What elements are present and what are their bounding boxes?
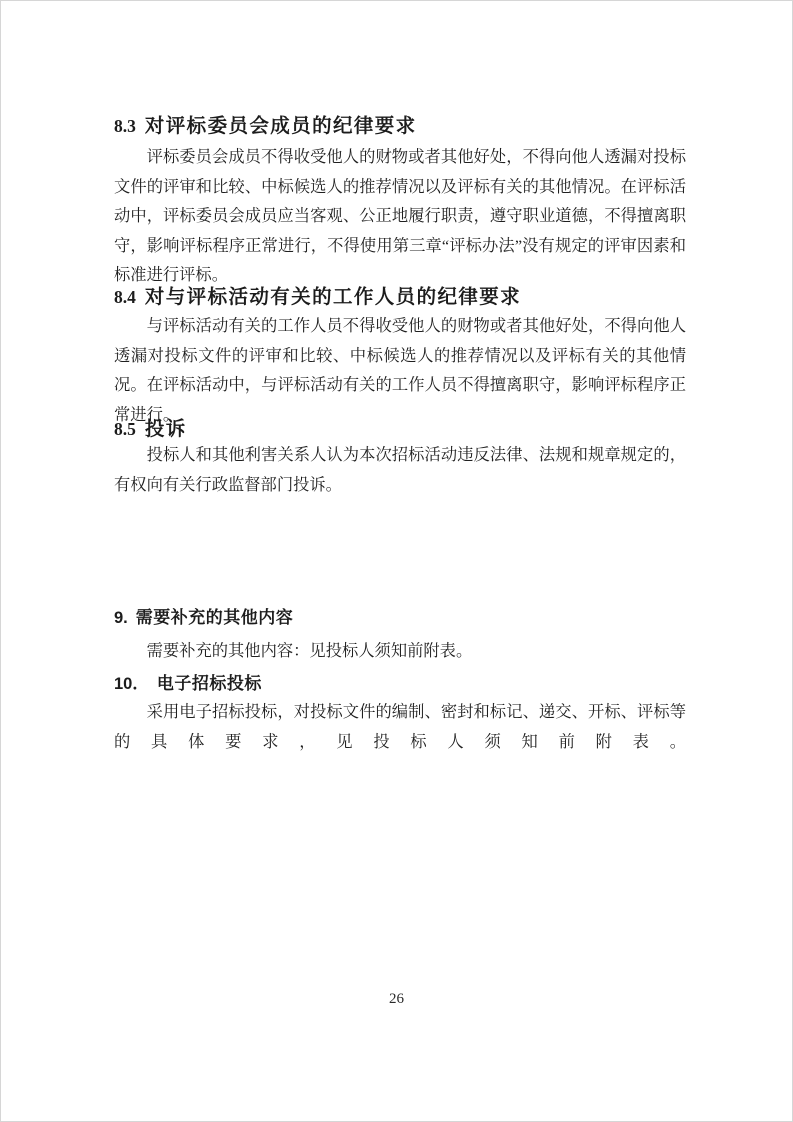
section-8-5-title: 投诉 [144, 418, 187, 440]
section-9-paragraph: 需要补充的其他内容：见投标人须知前附表。 [146, 641, 473, 660]
section-9-number: 9. [114, 609, 128, 627]
section-10-number: 10． [114, 675, 149, 693]
section-9-heading [114, 609, 734, 627]
section-8-3-title: 对评标委员会成员的纪律要求 [144, 115, 417, 137]
section-8-3-number: 8.3 [114, 116, 136, 136]
section-8-4-paragraph: 与评标活动有关的工作人员不得收受他人的财物或者其他好处，不得向他人透漏对投标文件的评审和比较、中标候选人的推荐情况以及评标有关的其他情况。在评标活动中，与评标活动有关的工作人员不得擅离职守，影响评标程序正常进行。 [114, 316, 686, 424]
section-8-4-heading [114, 288, 734, 308]
section-8-3-heading [114, 117, 734, 137]
section-8-4-title: 对与评标活动有关的工作人员的纪律要求 [144, 286, 522, 308]
section-8-4-number: 8.4 [114, 287, 136, 307]
section-10-title: 电子招标投标 [156, 674, 262, 693]
section-8-5-number: 8.5 [114, 419, 136, 439]
section-10-paragraph: 采用电子招标投标，对投标文件的编制、密封和标记、递交、开标、评标等的具体要求，见投标人须知前附表。 [114, 702, 686, 751]
section-9-title: 需要补充的其他内容 [135, 608, 294, 627]
section-8-5-heading [114, 420, 734, 440]
section-10-heading [114, 675, 734, 693]
section-8-5-paragraph: 投标人和其他利害关系人认为本次招标活动违反法律、法规和规章规定的，有权向有关行政监督部门投诉。 [114, 445, 686, 494]
page-number: 26 [389, 991, 404, 1007]
section-8-3-paragraph: 评标委员会成员不得收受他人的财物或者其他好处，不得向他人透漏对投标文件的评审和比较、中标候选人的推荐情况以及评标有关的其他情况。在评标活动中，评标委员会成员应当客观、公正地履行职责，遵守职业道德，不得擅离职守，影响评标程序正常进行，不得使用第三章“评标办法”没有规定的评审因素和标准进行评标。 [114, 147, 686, 284]
